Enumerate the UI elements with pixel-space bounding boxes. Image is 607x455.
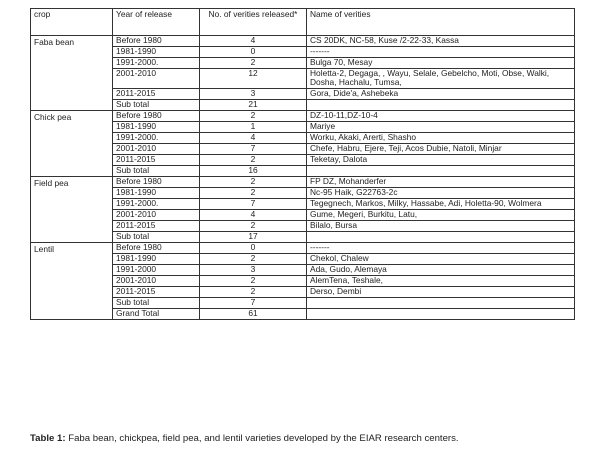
year-cell: 2011-2015 [113, 155, 200, 166]
names-cell: ------- [307, 243, 575, 254]
names-cell: Worku, Akaki, Arerti, Shasho [307, 133, 575, 144]
names-cell: Tegegnech, Markos, Milky, Hassabe, Adi, Holetta-90, Wolmera [307, 199, 575, 210]
table-row [31, 221, 575, 232]
varieties-table [30, 8, 575, 320]
names-cell: AlemTena, Teshale, [307, 276, 575, 287]
names-cell [307, 100, 575, 111]
header-names: Name of verities [307, 9, 575, 36]
count-cell: 16 [200, 166, 307, 177]
year-cell: Sub total [113, 100, 200, 111]
table-row [31, 309, 575, 320]
count-cell: 21 [200, 100, 307, 111]
header-crop: crop [31, 9, 113, 36]
table-row [31, 210, 575, 221]
table-row [31, 177, 575, 188]
year-cell: Sub total [113, 166, 200, 177]
names-cell [307, 166, 575, 177]
names-cell: Chekol, Chalew [307, 254, 575, 265]
year-cell: 1991-2000. [113, 58, 200, 69]
table-row [31, 144, 575, 155]
count-cell: 2 [200, 111, 307, 122]
year-cell: Before 1980 [113, 111, 200, 122]
count-cell: 2 [200, 155, 307, 166]
count-cell: 2 [200, 177, 307, 188]
year-cell: 2011-2015 [113, 287, 200, 298]
crop-cell: Field pea [31, 177, 113, 243]
count-cell: 2 [200, 276, 307, 287]
table-caption [30, 433, 590, 444]
names-cell [307, 298, 575, 309]
names-cell: CS 20DK, NC-58, Kuse /2-22-33, Kassa [307, 36, 575, 47]
names-cell [307, 232, 575, 243]
names-cell: ------- [307, 47, 575, 58]
year-cell: 1981-1990 [113, 188, 200, 199]
count-cell: 7 [200, 298, 307, 309]
table-row [31, 298, 575, 309]
names-cell: Gora, Dide'a, Ashebeka [307, 89, 575, 100]
year-cell: 2001-2010 [113, 210, 200, 221]
count-cell: 4 [200, 210, 307, 221]
year-cell: 1991-2000. [113, 133, 200, 144]
names-cell: Ada, Gudo, Alemaya [307, 265, 575, 276]
count-cell: 2 [200, 221, 307, 232]
year-cell: 1991-2000 [113, 265, 200, 276]
table-row [31, 89, 575, 100]
crop-cell: Faba bean [31, 36, 113, 111]
names-cell [307, 309, 575, 320]
names-cell: Bilalo, Bursa [307, 221, 575, 232]
count-cell: 17 [200, 232, 307, 243]
table-row [31, 122, 575, 133]
count-cell: 3 [200, 89, 307, 100]
year-cell: 2001-2010 [113, 144, 200, 155]
header-year: Year of release [113, 9, 200, 36]
table-row [31, 287, 575, 298]
year-cell: 2001-2010 [113, 276, 200, 287]
count-cell: 2 [200, 58, 307, 69]
caption-label: Table 1: [30, 433, 66, 444]
table-row [31, 47, 575, 58]
year-cell: 2001-2010 [113, 69, 200, 89]
count-cell: 2 [200, 287, 307, 298]
count-cell: 3 [200, 265, 307, 276]
year-cell: Sub total [113, 298, 200, 309]
year-cell: Grand Total [113, 309, 200, 320]
table-row [31, 276, 575, 287]
names-cell: Derso, Dembi [307, 287, 575, 298]
year-cell: Before 1980 [113, 36, 200, 47]
table-row [31, 254, 575, 265]
table-row [31, 58, 575, 69]
year-cell: Sub total [113, 232, 200, 243]
names-cell: Nc-95 Haik, G22763-2c [307, 188, 575, 199]
table-row [31, 155, 575, 166]
year-cell: Before 1980 [113, 177, 200, 188]
names-cell: Holetta-2, Degaga, , Wayu, Selale, Gebelcho, Moti, Obse, Walki, Dosha, Hachalu, Tumsa, [307, 69, 575, 89]
table-row [31, 199, 575, 210]
count-cell: 12 [200, 69, 307, 89]
year-cell: 1981-1990 [113, 254, 200, 265]
names-cell: Teketay, Dalota [307, 155, 575, 166]
table-row [31, 166, 575, 177]
crop-cell: Lentil [31, 243, 113, 320]
table-row [31, 265, 575, 276]
table-row [31, 100, 575, 111]
count-cell: 4 [200, 133, 307, 144]
year-cell: 2011-2015 [113, 221, 200, 232]
crop-cell: Chick pea [31, 111, 113, 177]
year-cell: 1981-1990 [113, 47, 200, 58]
names-cell: Bulga 70, Mesay [307, 58, 575, 69]
table-row [31, 188, 575, 199]
table-row [31, 69, 575, 89]
year-cell: 1981-1990 [113, 122, 200, 133]
names-cell: Mariye [307, 122, 575, 133]
header-number: No. of verities released* [200, 9, 307, 36]
names-cell: FP DZ, Mohanderfer [307, 177, 575, 188]
names-cell: Gume, Megeri, Burkitu, Latu, [307, 210, 575, 221]
count-cell: 0 [200, 243, 307, 254]
count-cell: 4 [200, 36, 307, 47]
count-cell: 0 [200, 47, 307, 58]
table-row [31, 133, 575, 144]
count-cell: 61 [200, 309, 307, 320]
table-row [31, 243, 575, 254]
count-cell: 2 [200, 188, 307, 199]
names-cell: DZ-10-11,DZ-10-4 [307, 111, 575, 122]
table-row [31, 111, 575, 122]
count-cell: 2 [200, 254, 307, 265]
year-cell: Before 1980 [113, 243, 200, 254]
caption-text: Faba bean, chickpea, field pea, and lentil varieties developed by the EIAR research centers. [65, 433, 459, 444]
year-cell: 1991-2000. [113, 199, 200, 210]
count-cell: 7 [200, 199, 307, 210]
count-cell: 1 [200, 122, 307, 133]
year-cell: 2011-2015 [113, 89, 200, 100]
count-cell: 7 [200, 144, 307, 155]
table-row [31, 232, 575, 243]
table-body [31, 36, 575, 320]
table-row [31, 36, 575, 47]
header-row [31, 9, 575, 36]
names-cell: Chefe, Habru, Ejere, Teji, Acos Dubie, Natoli, Minjar [307, 144, 575, 155]
